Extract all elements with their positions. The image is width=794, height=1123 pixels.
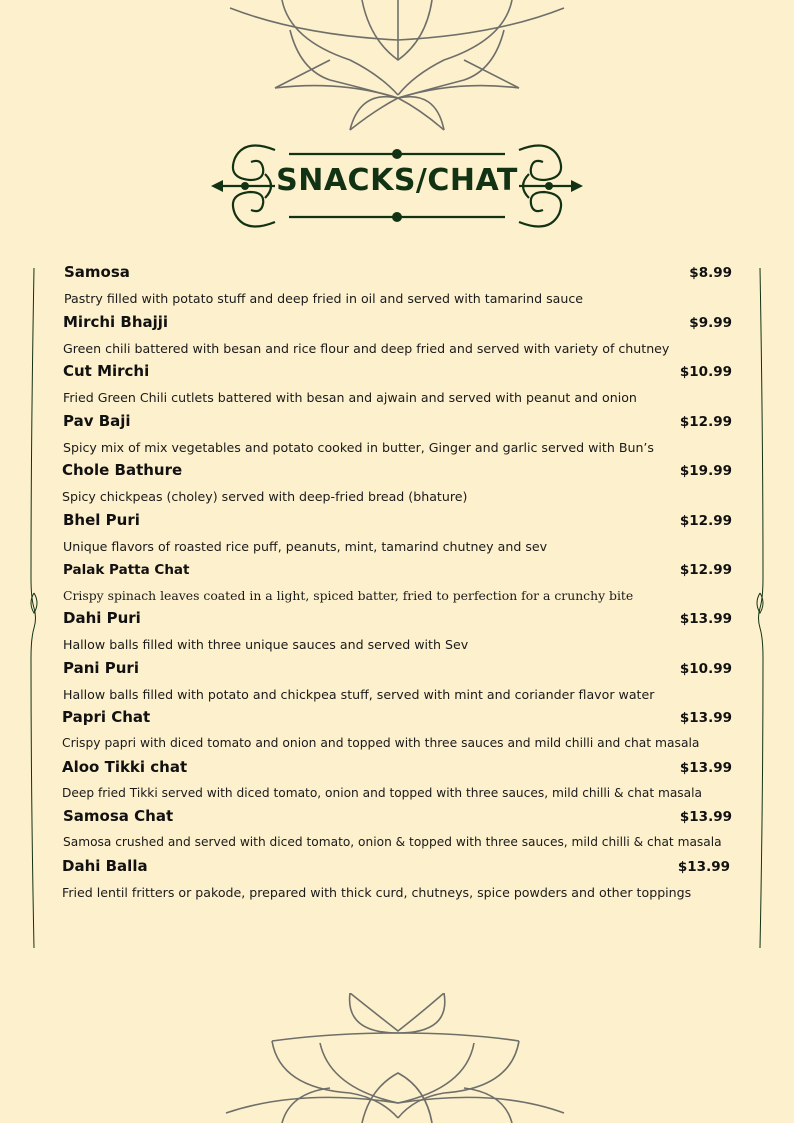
item-price: $13.99	[679, 809, 732, 825]
item-price: $13.99	[679, 760, 732, 776]
item-description: Fried Green Chili cutlets battered with besan and ajwain and served with peanut and onion	[63, 390, 637, 405]
item-description: Samosa crushed and served with diced tomato, onion & topped with three sauces, mild chilli & chat masala	[63, 835, 722, 849]
item-description: Pastry filled with potato stuff and deep fried in oil and served with tamarind sauce	[64, 291, 583, 306]
item-name: Aloo Tikki chat	[62, 758, 188, 776]
item-description: Deep fried Tikki served with diced tomato, onion and topped with three sauces, mild chilli & chat masala	[62, 786, 702, 800]
menu-item	[0, 560, 794, 610]
menu-item	[0, 609, 794, 659]
menu-item	[0, 263, 794, 313]
section-title: SNACKS/CHAT	[276, 163, 518, 198]
menu-item	[0, 362, 794, 412]
item-name: Dahi Puri	[63, 609, 141, 627]
item-description: Spicy chickpeas (choley) served with deep-fried bread (bhature)	[62, 489, 468, 504]
item-description: Unique flavors of roasted rice puff, peanuts, mint, tamarind chutney and sev	[63, 539, 548, 554]
menu-item	[0, 758, 794, 808]
item-description: Hallow balls filled with three unique sauces and served with Sev	[63, 637, 469, 652]
item-description: Crispy spinach leaves coated in a light, spiced batter, fried to perfection for a crunchy bite	[63, 588, 634, 603]
item-price: $12.99	[679, 562, 732, 578]
item-description: Fried lentil fritters or pakode, prepared with thick curd, chutneys, spice powders and other toppings	[62, 885, 692, 900]
menu-item	[0, 708, 794, 758]
menu-item	[0, 857, 794, 907]
item-name: Palak Patta Chat	[63, 562, 190, 578]
menu-item	[0, 461, 794, 511]
item-price: $13.99	[679, 710, 732, 726]
menu-item	[0, 659, 794, 709]
item-description: Hallow balls filled with potato and chickpea stuff, served with mint and coriander flavor water	[63, 687, 655, 702]
item-name: Cut Mirchi	[63, 362, 150, 380]
lotus-ornament-bottom	[0, 993, 794, 1123]
item-price: $12.99	[679, 414, 732, 430]
item-name: Papri Chat	[62, 708, 151, 726]
item-name: Chole Bathure	[62, 461, 183, 479]
item-name: Samosa	[64, 263, 130, 281]
item-price: $19.99	[679, 463, 732, 479]
section-header	[205, 138, 589, 236]
item-description: Spicy mix of mix vegetables and potato cooked in butter, Ginger and garlic served with Bun’s	[63, 440, 654, 455]
item-description: Crispy papri with diced tomato and onion and topped with three sauces and mild chilli and chat masala	[62, 736, 700, 750]
menu-item	[0, 511, 794, 561]
menu-item	[0, 313, 794, 363]
item-price: $9.99	[689, 315, 732, 331]
item-name: Pani Puri	[63, 659, 139, 677]
item-price: $13.99	[679, 611, 732, 627]
item-price: $8.99	[689, 265, 732, 281]
lotus-ornament-top	[0, 0, 794, 140]
item-name: Bhel Puri	[63, 511, 140, 529]
menu-item	[0, 412, 794, 462]
item-name: Samosa Chat	[63, 807, 174, 825]
item-price: $10.99	[679, 364, 732, 380]
item-price: $10.99	[679, 661, 732, 677]
item-price: $12.99	[679, 513, 732, 529]
item-description: Green chili battered with besan and rice flour and deep fried and served with variety of chutney	[63, 341, 670, 356]
item-name: Pav Baji	[63, 412, 131, 430]
item-name: Mirchi Bhajji	[63, 313, 169, 331]
item-price: $13.99	[677, 859, 730, 875]
menu-item	[0, 807, 794, 857]
item-name: Dahi Balla	[62, 857, 148, 875]
